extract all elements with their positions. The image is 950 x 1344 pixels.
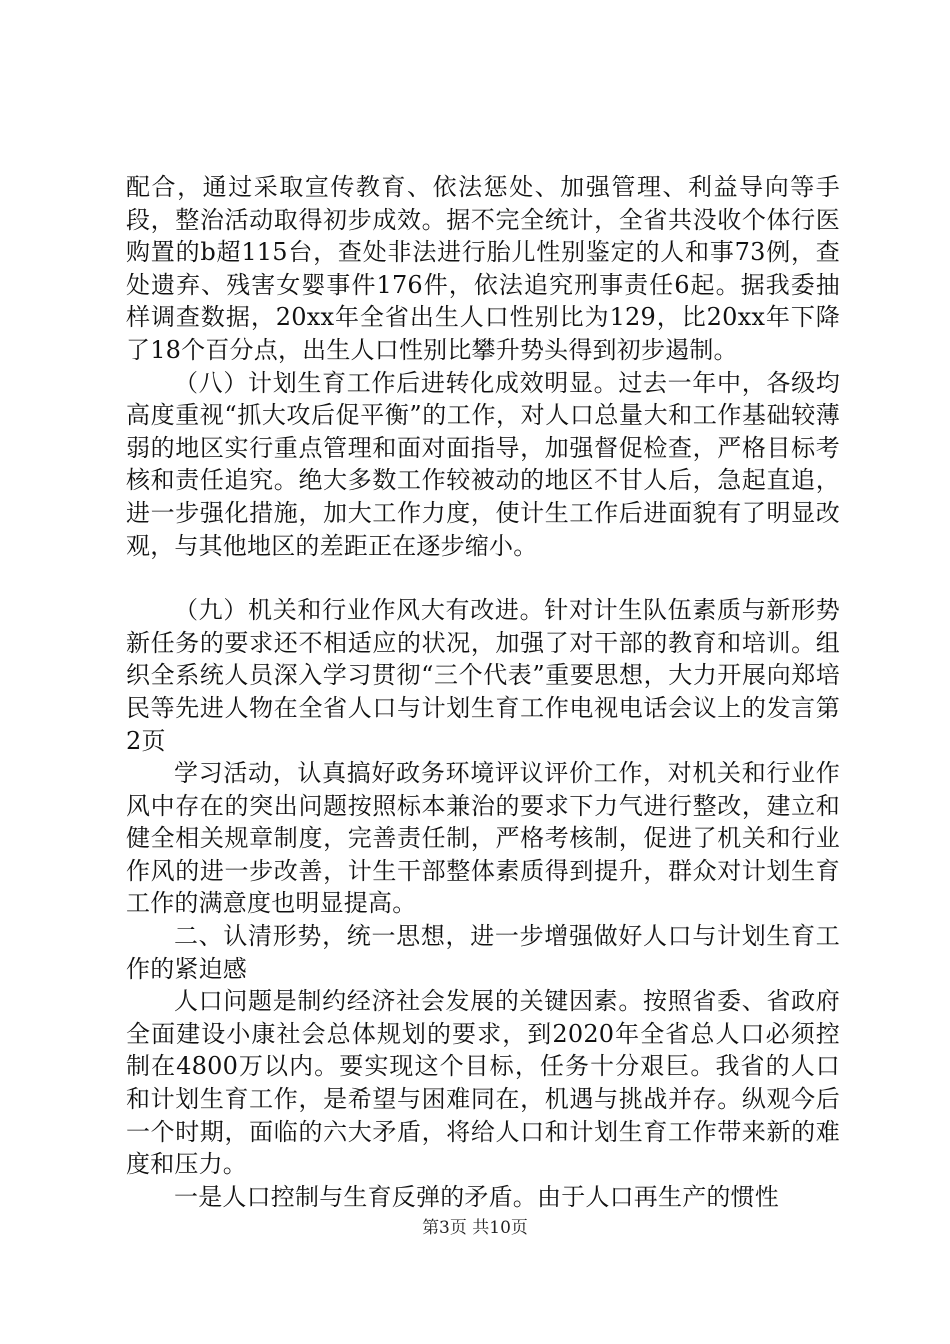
page-number-footer: 第3页 共10页 — [422, 1218, 528, 1238]
paragraph-item-8: （八）计划生育工作后进转化成效明显。过去一年中，各级均高度重视“抓大攻后促平衡”的工作，对人口总量大和工作基础较薄弱的地区实行重点管理和面对面指导，加强督促检查，严格目标考核和责任追究。绝大多数工作较被动的地区不甘人后，急起直追，进一步强化措施，加大工作力度，使计生工作后进面貌有了明显改观，与其他地区的差距正在逐步缩小。 — [126, 368, 840, 560]
paragraph-continuation-gender-ratio: 配合，通过采取宣传教育、依法惩处、加强管理、利益导向等手段，整治活动取得初步成效。据不完全统计，全省共没收个体行医购置的b超115台，查处非法进行胎儿性别鉴定的人和事73例，查处遗弃、残害女婴事件176件，依法追究刑事责任6起。据我委抽样调查数据，20xx年全省出生人口性别比为129，比20xx年下降了18个百分点，出生人口性别比攀升势头得到初步遏制。 — [126, 173, 840, 364]
paragraph-population-issue: 人口问题是制约经济社会发展的关键因素。按照省委、省政府全面建设小康社会总体规划的要求，到2020年全省总人口必须控制在4800万以内。要实现这个目标，任务十分艰巨。我省的人口和计划生育工作，是希望与困难同在，机遇与挑战并存。纵观今后一个时期，面临的六大矛盾，将给人口和计划生育工作带来新的难度和压力。 — [126, 987, 840, 1179]
section-heading-2: 二、认清形势，统一思想，进一步增强做好人口与计划生育工作的紧迫感 — [126, 922, 840, 983]
paragraph-item-9: （九）机关和行业作风大有改进。针对计生队伍素质与新形势新任务的要求还不相适应的状况，加强了对干部的教育和培训。组织全系统人员深入学习贯彻“三个代表”重要思想，大力开展向郑培民等先进人物在全省人口与计划生育工作电视电话会议上的发言第2页 — [126, 596, 840, 755]
paragraph-contradiction-1: 一是人口控制与生育反弹的矛盾。由于人口再生产的惯性 — [174, 1182, 779, 1211]
document-body — [126, 171, 840, 1213]
paragraph-study-activities: 学习活动，认真搞好政务环境评议评价工作，对机关和行业作风中存在的突出问题按照标本兼治的要求下力气进行整改，建立和健全相关规章制度，完善责任制，严格考核制，促进了机关和行业作风的进一步改善，计生干部整体素质得到提升，群众对计划生育工作的满意度也明显提高。 — [126, 759, 840, 918]
